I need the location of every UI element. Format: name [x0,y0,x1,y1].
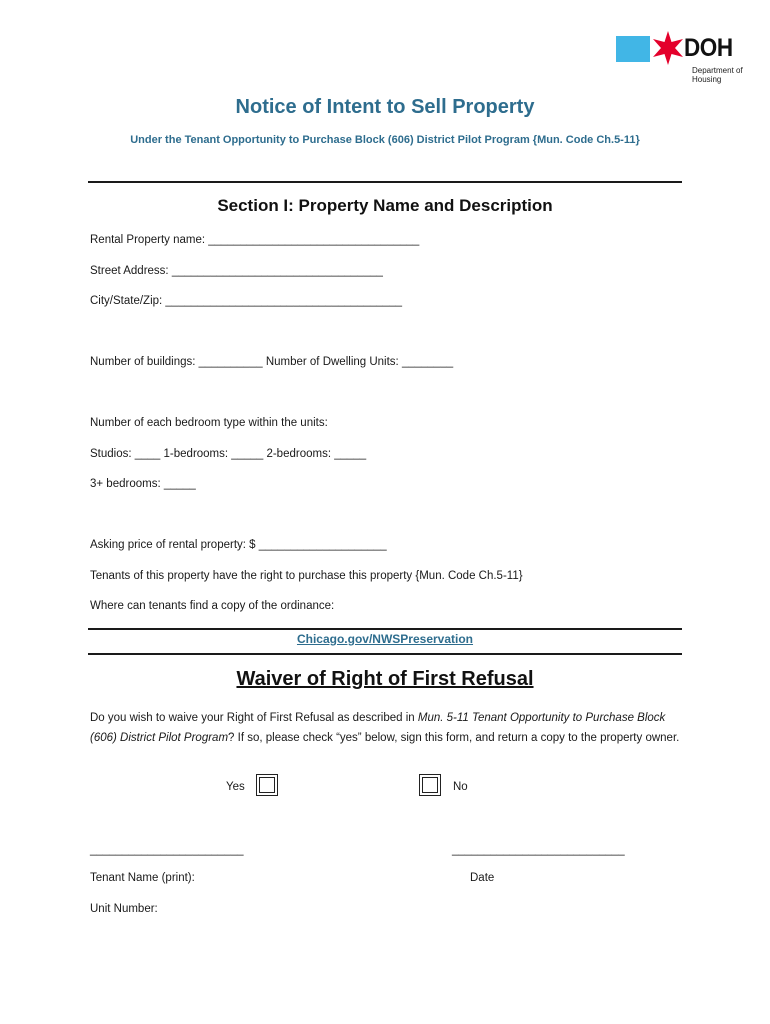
signature-line-right[interactable]: ___________________________ [452,844,625,856]
yes-checkbox[interactable] [256,774,278,796]
three-plus-bedrooms-field[interactable]: 3+ bedrooms: _____ [90,478,196,490]
waiver-para-italic: Mun. 5-11 Tenant Opportunity to Purchase Block (606) District Pilot Program [90,712,666,744]
waiver-heading: Waiver of Right of First Refusal [236,668,534,690]
tenants-right-text: Tenants of this property have the right to purchase this property {Mun. Code Ch.5-11} [90,570,523,582]
unit-number-label: Unit Number: [90,903,158,915]
bedroom-counts-field[interactable]: Studios: ____ 1-bedrooms: _____ 2-bedrooms: _____ [90,448,367,460]
waiver-paragraph [90,708,680,748]
logo-text: DOH [684,34,733,62]
tenant-name-label: Tenant Name (print): [90,872,195,884]
waiver-para-end: ? If so, please check “yes” below, sign this form, and return a copy to the property owner. [228,732,680,744]
date-label: Date [470,872,495,884]
rental-property-name-field[interactable]: Rental Property name: _________________________________ [90,234,420,246]
bedroom-types-label: Number of each bedroom type within the units: [90,417,328,429]
page-subtitle: Under the Tenant Opportunity to Purchase Block (606) District Pilot Program {Mun. Code Ch.5-11} [130,134,640,146]
divider-link-top [88,628,682,630]
ordinance-where-text: Where can tenants find a copy of the ordinance: [90,600,335,612]
divider-link-bottom [88,653,682,655]
ordinance-link[interactable]: Chicago.gov/NWSPreservation [296,632,474,646]
doh-logo [614,30,744,86]
logo-sub-line2: Housing [692,75,722,84]
waiver-para-start: Do you wish to waive your Right of First Refusal as described in [90,712,418,724]
page-title: Notice of Intent to Sell Property [235,96,535,118]
buildings-units-field[interactable]: Number of buildings: __________ Number of Dwelling Units: ________ [90,356,454,368]
yes-label: Yes [226,781,245,793]
city-state-zip-field[interactable]: City/State/Zip: _____________________________________ [90,295,403,307]
no-label: No [453,781,468,793]
chicago-star-icon [650,30,686,66]
logo-sub-line1: Department of [692,66,743,75]
divider-top [88,181,682,183]
logo-subtitle [692,66,743,84]
street-address-field[interactable]: Street Address: _________________________________ [90,265,383,277]
asking-price-field[interactable]: Asking price of rental property: $ ____________________ [90,539,387,551]
no-checkbox[interactable] [419,774,441,796]
section1-heading: Section I: Property Name and Description [217,196,553,215]
logo-blue-block [616,36,650,62]
signature-line-left[interactable]: ________________________ [90,844,244,856]
